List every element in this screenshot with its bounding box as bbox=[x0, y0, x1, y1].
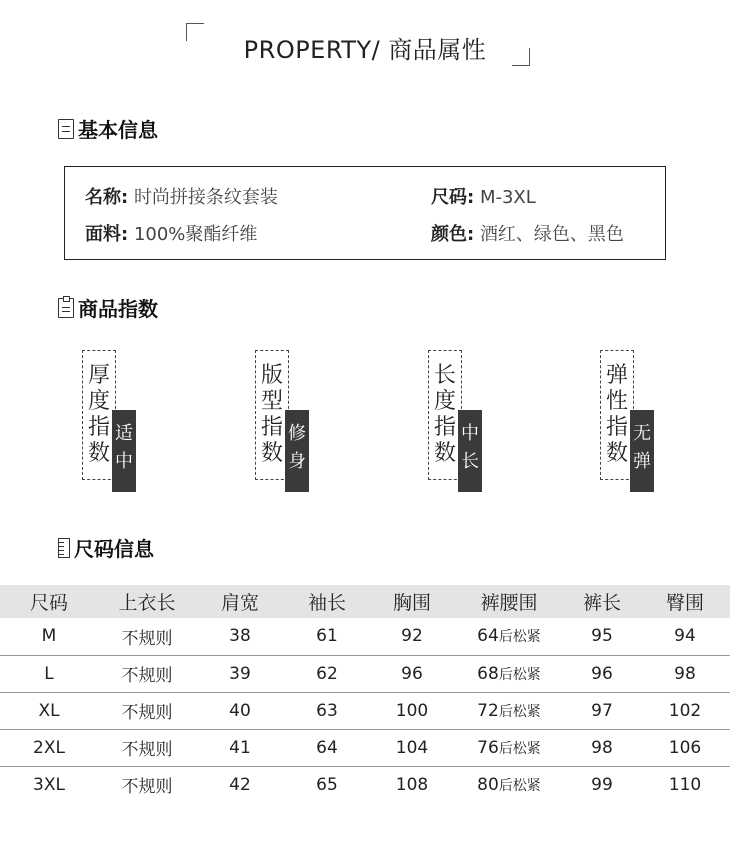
cell-shoulder: 38 bbox=[196, 618, 284, 655]
cell-shoulder: 39 bbox=[196, 655, 284, 692]
header-pants-length: 裤长 bbox=[564, 585, 640, 618]
fabric-value: 100%聚酯纤维 bbox=[133, 224, 258, 245]
waist-number: 64 bbox=[477, 626, 499, 647]
size-label: 尺码: bbox=[431, 187, 475, 208]
cell-sleeve: 64 bbox=[284, 729, 370, 766]
basic-info-box bbox=[64, 166, 666, 260]
size-table bbox=[0, 585, 730, 803]
cell-top-length: 不规则 bbox=[98, 692, 196, 729]
header-sleeve: 袖长 bbox=[284, 585, 370, 618]
cell-waist bbox=[454, 766, 564, 803]
cell-chest: 108 bbox=[395, 774, 429, 795]
cell-pants-length: 97 bbox=[564, 692, 640, 729]
cell-size: L bbox=[0, 655, 98, 692]
cell-hip: 102 bbox=[640, 692, 730, 729]
cell-size: 2XL bbox=[0, 729, 98, 766]
section-product-index-heading bbox=[58, 293, 158, 322]
cell-pants-length: 98 bbox=[564, 729, 640, 766]
waist-number: 76 bbox=[477, 737, 499, 758]
title-banner bbox=[0, 0, 730, 80]
cell-shoulder: 40 bbox=[196, 692, 284, 729]
name-value: 时尚拼接条纹套装 bbox=[133, 187, 278, 208]
section-basic-info-heading bbox=[58, 114, 158, 143]
waist-note: 后松紧 bbox=[498, 666, 541, 683]
size-info-heading-text: 尺码信息 bbox=[74, 537, 154, 561]
cell-top-length: 不规则 bbox=[121, 777, 173, 798]
color-value: 酒红、绿色、黑色 bbox=[479, 224, 624, 245]
index-value: 中长 bbox=[458, 410, 482, 492]
cell-pants-length: 99 bbox=[591, 774, 613, 795]
bracket-bottom-right-decoration bbox=[512, 48, 530, 66]
header-hip: 臀围 bbox=[640, 585, 730, 618]
header-size: 尺码 bbox=[0, 585, 98, 618]
cell-size: 3XL bbox=[33, 774, 65, 795]
section-size-info-heading bbox=[58, 533, 154, 562]
cell-top-length: 不规则 bbox=[98, 729, 196, 766]
fabric-label: 面料: bbox=[85, 224, 129, 245]
name-row bbox=[85, 183, 278, 209]
cell-hip: 110 bbox=[668, 774, 702, 795]
cell-chest: 92 bbox=[370, 618, 454, 655]
index-label: 版型指数 bbox=[255, 350, 289, 480]
fabric-row bbox=[85, 220, 257, 246]
size-value: M-3XL bbox=[479, 187, 536, 208]
index-value: 修身 bbox=[285, 410, 309, 492]
waist-note: 后松紧 bbox=[498, 777, 541, 794]
waist-number: 68 bbox=[477, 663, 499, 684]
header-shoulder: 肩宽 bbox=[196, 585, 284, 618]
cell-chest: 104 bbox=[370, 729, 454, 766]
color-label: 颜色: bbox=[431, 224, 475, 245]
table-row bbox=[0, 618, 730, 655]
cell-size: M bbox=[0, 618, 98, 655]
cell-waist bbox=[454, 618, 564, 655]
cell-pants-length: 95 bbox=[564, 618, 640, 655]
color-row bbox=[431, 220, 624, 246]
index-value: 适中 bbox=[112, 410, 136, 492]
cell-sleeve: 61 bbox=[284, 618, 370, 655]
waist-note: 后松紧 bbox=[498, 740, 541, 757]
ruler-icon bbox=[58, 538, 70, 558]
cell-size: XL bbox=[0, 692, 98, 729]
clipboard-icon bbox=[58, 298, 74, 318]
index-label: 长度指数 bbox=[428, 350, 462, 480]
cell-chest: 96 bbox=[370, 655, 454, 692]
cell-waist bbox=[454, 729, 564, 766]
cell-sleeve: 63 bbox=[284, 692, 370, 729]
waist-number: 80 bbox=[477, 774, 499, 795]
header-top-length: 上衣长 bbox=[98, 585, 196, 618]
product-index-heading-text: 商品指数 bbox=[78, 297, 158, 321]
cell-top-length: 不规则 bbox=[98, 655, 196, 692]
cell-waist bbox=[454, 692, 564, 729]
product-index-group bbox=[0, 340, 730, 500]
cell-sleeve: 65 bbox=[316, 774, 338, 795]
cell-waist bbox=[454, 655, 564, 692]
waist-number: 72 bbox=[477, 700, 499, 721]
document-icon bbox=[58, 119, 74, 139]
cell-chest: 100 bbox=[370, 692, 454, 729]
table-header-row bbox=[0, 585, 730, 618]
name-label: 名称: bbox=[85, 187, 129, 208]
waist-note: 后松紧 bbox=[498, 703, 541, 720]
cell-shoulder: 41 bbox=[196, 729, 284, 766]
table-row bbox=[0, 655, 730, 692]
table-row bbox=[0, 766, 730, 803]
cell-top-length: 不规则 bbox=[98, 618, 196, 655]
cell-pants-length: 96 bbox=[564, 655, 640, 692]
cell-shoulder: 42 bbox=[229, 774, 251, 795]
cell-sleeve: 62 bbox=[284, 655, 370, 692]
header-chest: 胸围 bbox=[370, 585, 454, 618]
cell-hip: 106 bbox=[640, 729, 730, 766]
basic-info-heading-text: 基本信息 bbox=[78, 118, 158, 142]
page-title: PROPERTY/ 商品属性 bbox=[243, 36, 487, 64]
cell-hip: 98 bbox=[640, 655, 730, 692]
size-row bbox=[431, 183, 536, 209]
header-waist: 裤腰围 bbox=[454, 585, 564, 618]
index-label: 弹性指数 bbox=[600, 350, 634, 480]
table-row bbox=[0, 692, 730, 729]
waist-note: 后松紧 bbox=[498, 629, 541, 646]
cell-hip: 94 bbox=[640, 618, 730, 655]
index-value: 无弹 bbox=[630, 410, 654, 492]
table-row bbox=[0, 729, 730, 766]
index-label: 厚度指数 bbox=[82, 350, 116, 480]
